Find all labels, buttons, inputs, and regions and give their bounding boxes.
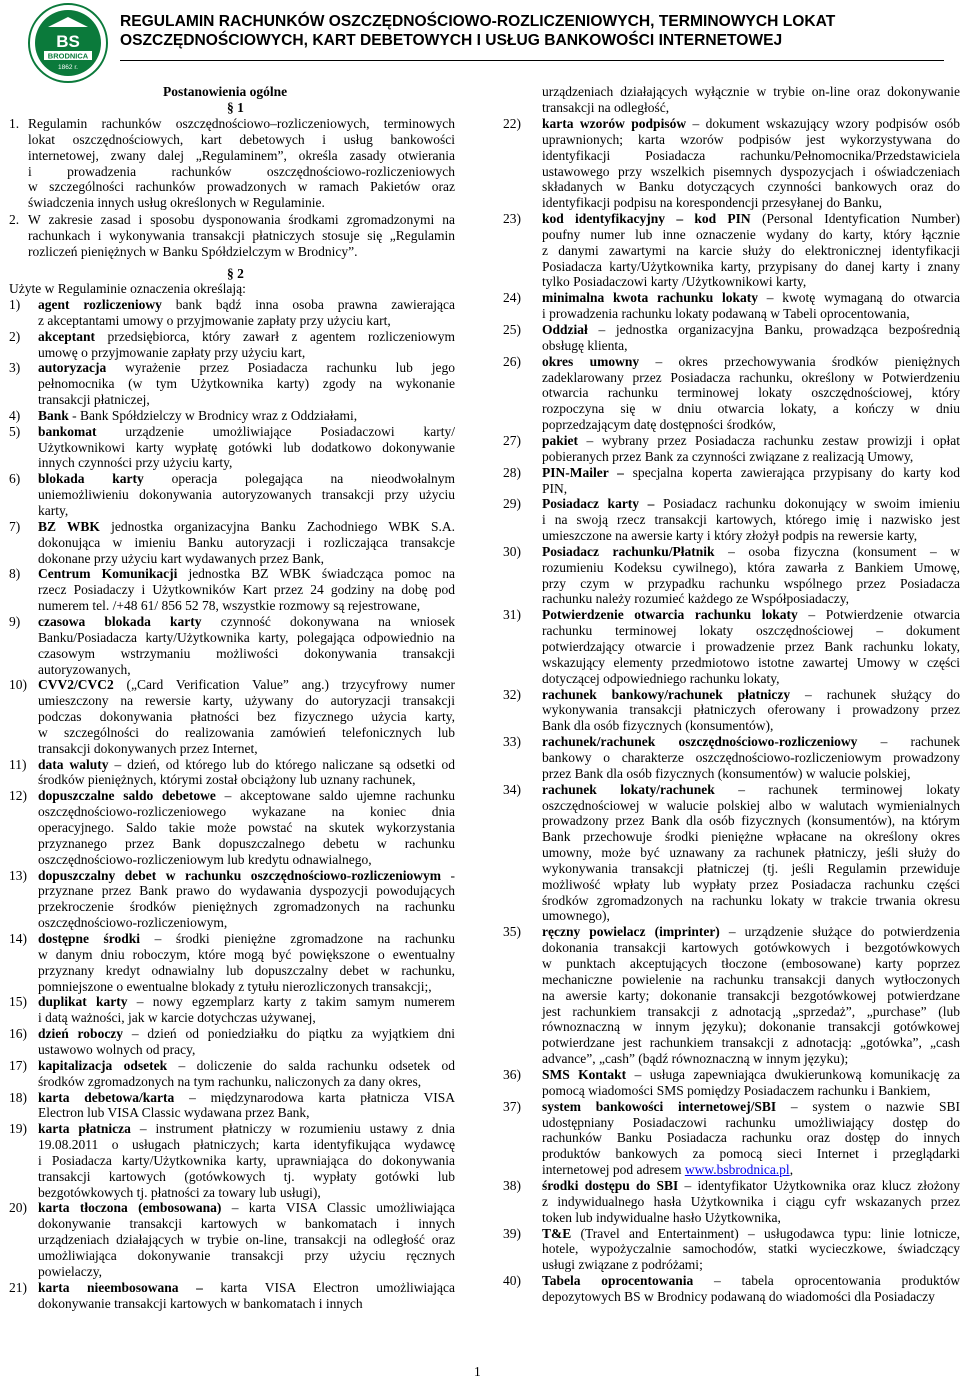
text-line: składanych w Banku dotyczących czynności bankowych oraz do (542, 179, 960, 195)
definition-text: (Personal Identyfication Number) (762, 211, 960, 226)
definition-number: 8) (9, 566, 20, 582)
svg-text:BS: BS (56, 32, 80, 51)
text-line: depozytowych BS w Brodnicy podawaną do wiadomości dla Posiadaczy (542, 1289, 960, 1305)
text-line: otwarcia rachunku terminowej lokaty oszczędnościowej, który (542, 385, 960, 401)
text-line: umieszczony na rewersie karty, używany do autoryzacji transakcji (38, 693, 455, 709)
text-line: i na swoją rzecz transakcji kartowych, którego imię i nazwisko jest (542, 512, 960, 528)
text-line: autoryzowanych, (38, 662, 455, 678)
definition-first-line (542, 782, 960, 798)
definition-term: kapitalizacja odsetek (38, 1058, 167, 1073)
text-line: umownego), (542, 908, 960, 924)
text-line: uniemożliwieniu dokonywania autoryzowanych transakcji przy użyciu (38, 487, 455, 503)
text-line: tylko Posiadaczowi karty /Użytkownikowi karty, (542, 274, 960, 290)
text-line: oszczędnościowej w walucie polskiej albo w walutach wymienialnych (542, 798, 960, 814)
text-line: ustawowo wolnych od pracy, (38, 1042, 455, 1058)
definition-term: SMS Kontakt (542, 1067, 626, 1082)
bank-logo (28, 3, 108, 83)
text-line: z danymi zawartymi na karcie służy do elektronicznej identyfikacji (542, 243, 960, 259)
text-line: oszczędnościowo-rozliczeniowym lub kredytu odnawialnego, (38, 852, 455, 868)
definition-term: PIN-Mailer – (542, 465, 624, 480)
section-title: Postanowienia ogólne (163, 84, 287, 100)
text-line: umieszczone na awersie karty i który złożył podpis na rewersie karty, (542, 528, 960, 544)
text-line: jest rachunkiem transakcji z adnotacją „sprzedaż”, „purchase” (lub (542, 1004, 960, 1020)
text-line: rachunku terminowej lokaty oszczędnościowej – dokument (542, 623, 960, 639)
paragraph-1-symbol: § 1 (227, 100, 244, 116)
definition-text: – instrument płatniczy w rozumieniu ustawy z dnia (140, 1121, 455, 1136)
definition-term: środki dostępu do SBI (542, 1178, 678, 1193)
text-line: bankowy o charakterze oszczędnościowo-rozliczeniowym prowadzony (542, 750, 960, 766)
definition-first-line (38, 931, 455, 947)
definition-first-line (38, 424, 455, 440)
definition-first-line (542, 211, 960, 227)
definition-number: 17) (9, 1058, 27, 1074)
definition-term: karta debetowa/karta (38, 1090, 174, 1105)
definition-first-line (38, 566, 455, 582)
text-line: rzecz Posiadaczy i Użytkowników Kart przez 24 godziny na dobę pod (38, 582, 455, 598)
text-line: i datą ważności, jak w karcie dotychczas używanej, (38, 1010, 455, 1026)
definition-first-line (542, 465, 960, 481)
definition-text: – doliczenie do salda rachunku odsetek od (178, 1058, 455, 1073)
definition-first-line (542, 734, 960, 750)
text-line: potwierdzający otwarcie i prowadzenie przez Bank rachunku lokaty, (542, 639, 960, 655)
text-line: urządzeniach działających wyłącznie w trybie on-line oraz dokonywanie (542, 84, 960, 100)
definition-text: – jednostka organizacyjna Banku, prowadząca bezpośrednią (598, 322, 960, 337)
document-title (120, 12, 950, 50)
text-line: przyznany kredyt odnawialny lub dopuszczalny debet w rachunku, (38, 963, 455, 979)
definition-term: pakiet (542, 433, 578, 448)
text-line: przyznanego przez Bank dopuszczalnego debetu w rachunku (38, 836, 455, 852)
definition-term: data waluty (38, 757, 108, 772)
text-line: rachunkach i wykonywania transakcji płatniczych stosuje się „Regulamin (28, 228, 455, 244)
definition-number: 9) (9, 614, 20, 630)
definition-first-line (542, 1226, 960, 1242)
definition-term: kod identyfikacyjny – kod PIN (542, 211, 751, 226)
text-line: rozumieniu Kodeksu cywilnego), która zawarła z Bankiem Umowę, (542, 560, 960, 576)
definition-text: - Bank Spółdzielczy w Brodnicy wraz z Oddziałami, (72, 408, 357, 423)
definition-first-line (38, 1058, 455, 1074)
text-line: udostępniany Posiadaczowi rachunku umożliwiający dostęp do (542, 1115, 960, 1131)
definition-text: specjalna koperta zawierająca przypisany do karty kod (633, 465, 960, 480)
text-line: świadczenia innych usług określonych w Regulaminie. (28, 195, 455, 211)
definition-first-line (38, 360, 455, 376)
definition-term: Potwierdzenie otwarcia rachunku lokaty (542, 607, 798, 622)
text-line: w szczególności do realizowania zamówień telefonicznych lub (38, 725, 455, 741)
definition-first-line (542, 687, 960, 703)
definition-first-line (38, 868, 455, 884)
definition-first-line (542, 322, 960, 338)
text-line: dokonywanie transakcji kartowych w bankomatach i innych (38, 1296, 455, 1312)
definition-first-line (542, 924, 960, 940)
definition-first-line (542, 544, 960, 560)
text-line: dokonywanie transakcji kartowych w bankomatach i innych (38, 1216, 455, 1232)
definition-text: – środki pieniężne zgromadzone na rachunku (155, 931, 455, 946)
text-line: pełnomocnika (w tym Użytkownika karty) zgody na wykonanie (38, 376, 455, 392)
definition-number: 6) (9, 471, 20, 487)
text-line: produktów bankowych za pomocą sieci Internet i przeglądarki (542, 1146, 960, 1162)
definition-text: – rachunek terminowej lokaty (738, 782, 960, 797)
definition-number: 32) (503, 687, 521, 703)
definition-term: autoryzacja (38, 360, 106, 375)
definition-number: 13) (9, 868, 27, 884)
text-line: środków zgromadzonych na rachunku lokaty w trakcie trwania okresu (542, 893, 960, 909)
definition-term: akceptant (38, 329, 95, 344)
definition-term: BZ WBK (38, 519, 100, 534)
text-line: bezgotówkowych tj. płatności za towary lub usługi), (38, 1185, 455, 1201)
text-line: powielaczy, (38, 1264, 455, 1280)
definition-term: dopuszczalne saldo debetowe (38, 788, 216, 803)
definition-term: Posiadacz rachunku/Płatnik (542, 544, 715, 559)
definition-number: 1) (9, 297, 20, 313)
text-line: operacyjnego. Saldo takie może powstać na skutek wykorzystania (38, 820, 455, 836)
definition-term: Oddział (542, 322, 588, 337)
definition-term: Posiadacz karty – (542, 496, 654, 511)
definition-number: 16) (9, 1026, 27, 1042)
definition-term: Bank (38, 408, 69, 423)
definition-term: dostępne środki (38, 931, 140, 946)
document-title-line-2: OSZCZĘDNOŚCIOWYCH, KART DEBETOWYCH I USŁUG BANKOWOŚCI INTERNETOWEJ (120, 31, 950, 50)
text-line: karty, (38, 503, 455, 519)
definition-text: (Travel and Entertainment) – usługodawca typu: linie lotnicze, (581, 1226, 960, 1241)
definition-number: 15) (9, 994, 27, 1010)
text-line: Electron lub VISA Classic wydawana przez Bank, (38, 1105, 455, 1121)
definition-text: – rachunek służący do (805, 687, 960, 702)
text-line: ustawowego przy wszelkich pisemnych dyspozycjach i oświadczeniach (542, 164, 960, 180)
definition-first-line (38, 297, 455, 313)
definition-term: karta tłoczona (embosowana) (38, 1200, 221, 1215)
text-line: dokonująca w imieniu Banku autoryzacji i rozliczająca transakcje (38, 535, 455, 551)
definition-number: 21) (9, 1280, 27, 1296)
text-line: przez Bank dla osób fizycznych (konsumentów) w walucie polskiej, (542, 766, 960, 782)
text-line: Posiadacza karty/Użytkownika karty, przypisany do danej karty i znany (542, 259, 960, 275)
definition-first-line (542, 1273, 960, 1289)
definition-term: karta płatnicza (38, 1121, 131, 1136)
text-line: hotele, wypożyczalnie samochodów, statki wycieczkowe, świadczący (542, 1241, 960, 1257)
definition-term: bankomat (38, 424, 97, 439)
text-line: czasowym wstrzymaniu możliwości dokonywania transakcji (38, 646, 455, 662)
definition-text: operacja polegająca na nieodwołalnym (172, 471, 455, 486)
definition-number: 38) (503, 1178, 521, 1194)
definition-text: wyrażenie przez Posiadacza rachunku lub jego (125, 360, 455, 375)
text-line: umowę o przyjmowanie zapłaty przy użyciu kart, (38, 345, 455, 361)
text-line: rachunków Banku Posiadacza rachunku oraz dostęp do innych (542, 1130, 960, 1146)
text-line: przekroczenie środków pieniężnych zgromadzonych na rachunku (38, 899, 455, 915)
definition-first-line (38, 519, 455, 535)
definition-number: 24) (503, 290, 521, 306)
definition-text: – rachunek (881, 734, 960, 749)
text-line: i Posiadacza karty/Użytkownika karty, uprawniająca do dokonywania (38, 1153, 455, 1169)
definition-text: Posiadacz rachunku dokonujący w swoim imieniu (663, 496, 960, 511)
text-line: W zakresie zasad i sposobu dysponowania środkami zgromadzonymi na (28, 212, 455, 228)
text-line: umowny, może być uznawany za rachunek płatniczy, jeśli służy do (542, 845, 960, 861)
text-line: identyfikacji Posiadacza rachunku/Pełnomocnika/Przedstawiciela (542, 148, 960, 164)
definition-term: CVV2/CVC2 (38, 677, 114, 692)
definition-first-line (38, 788, 455, 804)
definition-text: – wybrany przez Posiadacza rachunku zestaw prowizji i opłat (586, 433, 960, 448)
definition-text: – dzień, od którego lub do którego naliczane są odsetki od (114, 757, 455, 772)
text-line: zadeklarowany przez Posiadacza rachunku, określony w Potwierdzeniu (542, 370, 960, 386)
text-line: poufny numer lub inne oznaczenie wydany do karty, który łącznie (542, 227, 960, 243)
text-line: i prowadzenia rachunków oszczędnościowo-rozliczeniowych (28, 164, 455, 180)
definition-text: – usługa zapewniająca dwukierunkową komunikację za (635, 1067, 960, 1082)
website-link[interactable]: www.bsbrodnica.pl (685, 1162, 790, 1177)
definition-text: – okres przechowywania środków pieniężnych (655, 354, 960, 369)
definition-term: minimalna kwota rachunku lokaty (542, 290, 758, 305)
definition-number: 30) (503, 544, 521, 560)
definition-number: 39) (503, 1226, 521, 1242)
definition-text: internetowej pod adresem (542, 1162, 685, 1177)
paragraph-1-2 (28, 212, 455, 260)
text-line: mechaniczne powielenie na rachunku transakcji danych wytłoczonych (542, 972, 960, 988)
definition-first-line (542, 433, 960, 449)
text-line: transakcji na odległość, (542, 100, 960, 116)
text-line: dokonania transakcji kartowych gotówkowych i bezgotówkowych (542, 940, 960, 956)
definition-term: okres umowny (542, 354, 639, 369)
definition-number: 11) (9, 757, 27, 773)
text-line: i prowadzenia rachunku lokaty podawaną w Tabeli oprocentowania, (542, 306, 960, 322)
text-line: obsługę klienta, (542, 338, 960, 354)
text-line: z indywidualnego hasła Użytkownika i ciągu cyfr wskazanych przez (542, 1194, 960, 1210)
definition-number: 35) (503, 924, 521, 940)
definition-number: 25) (503, 322, 521, 338)
definitions-intro: Użyte w Regulaminie oznaczenia określają: (9, 281, 246, 297)
definition-number: 2) (9, 329, 20, 345)
definition-number: 22) (503, 116, 521, 132)
p2-number: 2. (9, 212, 19, 228)
text-line: Bank dla osób fizycznych (konsumentów), (542, 718, 960, 734)
definition-first-line (542, 496, 960, 512)
definition-first-line (542, 607, 960, 623)
definition-term: rachunek bankowy/rachunek płatniczy (542, 687, 790, 702)
definition-text: – osoba fizyczna (konsument – w (728, 544, 960, 559)
text-line: umożliwiająca dokonywanie transakcji przy użyciu ręcznych (38, 1248, 455, 1264)
definition-text: jednostka BZ WBK świadcząca pomoc na (188, 566, 455, 581)
definition-first-line (542, 116, 960, 132)
definition-text: – akceptowane saldo ujemne rachunku (225, 788, 455, 803)
text-line: uprawnionych; karta wzorów podpisów jest wykorzystywana do (542, 132, 960, 148)
definition-text: – międzynarodowa karta płatnicza VISA (189, 1090, 455, 1105)
definition-number: 31) (503, 607, 521, 623)
definition-number: 5) (9, 424, 20, 440)
text-line: pomocą wiadomości SMS pomiędzy Posiadaczem rachunku i Bankiem, (542, 1083, 960, 1099)
link-suffix: , (790, 1162, 793, 1177)
text-line: identyfikacji podpisu na korespondencji przesyłanej do Banku, (542, 195, 960, 211)
definition-first-line (38, 1090, 455, 1106)
text-line: pobieranych przez Bank za czynności związane z realizacją Umowy, (542, 449, 960, 465)
definition-text: – tabela oprocentowania produktów (714, 1273, 960, 1288)
text-line: rozpoczyna się w dniu otwarcia lokaty, a kończy w dniu (542, 401, 960, 417)
document-title-line-1: REGULAMIN RACHUNKÓW OSZCZĘDNOŚCIOWO-ROZLICZENIOWYCH, TERMINOWYCH LOKAT (120, 12, 950, 31)
definition-term: agent rozliczeniowy (38, 297, 162, 312)
definition-term: ręczny powielacz (imprinter) (542, 924, 720, 939)
definition-text: bank bądź inna osoba prawna zawierająca (176, 297, 455, 312)
text-line: rozliczeń pieniężnych w Banku Spółdzielczym w Brodnicy”. (28, 244, 455, 260)
text-line: w szczególności rachunków prowadzonych w ramach Pakietów oraz (28, 179, 455, 195)
text-line: poprzedzającym datę dostępności środków, (542, 417, 960, 433)
text-line: prowadzony przez Bank dla osób fizycznych (konsumentów), na którym (542, 813, 960, 829)
definition-term: czasowa blokada karty (38, 614, 202, 629)
definition-term: Tabela oprocentowania (542, 1273, 693, 1288)
definition-text: – urządzenie służące do potwierdzenia (729, 924, 960, 939)
definition-text: – dokument wskazujący wzory podpisów osób (693, 116, 960, 131)
p1-number: 1. (9, 116, 19, 132)
text-line: środków zgromadzonych na tym rachunku, naliczonych za dany okres, (38, 1074, 455, 1090)
text-line: dotyczącej odpowiedniego rachunku lokaty, (542, 671, 960, 687)
definition-first-line (542, 1178, 960, 1194)
definition-text: – kwotę wymaganą do otwarcia (767, 290, 960, 305)
definition-term: duplikat karty (38, 994, 128, 1009)
definition-text: czynność dokonywana na wniosek (221, 614, 455, 629)
definition-first-line (38, 408, 455, 424)
definition-number: 20) (9, 1200, 27, 1216)
definition-first-line (38, 1280, 455, 1296)
text-line: przy czym w przypadku rachunku wspólnego przez Posiadacza (542, 576, 960, 592)
text-line: środków pieniężnych, którymi został obciążony lub uznany rachunek, (38, 772, 455, 788)
definition-term: blokada karty (38, 471, 144, 486)
definition-text: - (451, 868, 456, 883)
definition-text: – Potwierdzenie otwarcia (808, 607, 960, 622)
definition-first-line (38, 994, 455, 1010)
text-line: wykonywania transakcji płatniczych oferowany i prowadzony przez (542, 702, 960, 718)
svg-text:1862 r.: 1862 r. (58, 64, 78, 71)
definition-number: 12) (9, 788, 27, 804)
definition-first-line (38, 757, 455, 773)
definition-number: 23) (503, 211, 521, 227)
definition-number: 27) (503, 433, 521, 449)
definition-number: 19) (9, 1121, 27, 1137)
definition-term: dzień roboczy (38, 1026, 123, 1041)
definition-term: karta nieembosowana – (38, 1280, 203, 1295)
definition-number: 28) (503, 465, 521, 481)
text-line: lokat oszczędnościowych, kart debetowych i usług bankowości (28, 132, 455, 148)
definition-term: T&E (542, 1226, 571, 1241)
definition-first-line (542, 354, 960, 370)
text-line: na awersie karty; dokonanie transakcji bezgotówkowej potwierdzane (542, 988, 960, 1004)
definition-term: system bankowości internetowej/SBI (542, 1099, 776, 1114)
text-line: oszczędnościowo-rozliczeniowego wykazane na koniec dnia (38, 804, 455, 820)
definition-first-line (38, 614, 455, 630)
page-number: 1 (474, 1364, 481, 1380)
text-line: transakcji płatniczej, (38, 392, 455, 408)
text-line: pomniejszone o ewentualne blokady z tytułu nierozliczonych transakcji;, (38, 979, 455, 995)
definition-number: 37) (503, 1099, 521, 1115)
text-line: 19.08.2011 o usługach płatniczych; karta identyfikująca wydawcę (38, 1137, 455, 1153)
definition-number: 33) (503, 734, 521, 750)
definition-text: – system o nazwie SBI (791, 1099, 960, 1114)
definition-number: 40) (503, 1273, 521, 1289)
definition-first-line (38, 471, 455, 487)
text-line: wykonywania transakcji płatniczej (tj. jeśli Regulamin przewiduje (542, 861, 960, 877)
text-line: transakcji dokonywanych przez Internet, (38, 741, 455, 757)
text-line: urządzeniach działających w trybie on-line, transakcji na odległość oraz (38, 1232, 455, 1248)
definition-text: urządzenie umożliwiające Posiadaczowi karty/ (125, 424, 455, 439)
text-line: dokonane przy użyciu kart wydawanych przez Bank, (38, 551, 455, 567)
definition-text: („Card Verification Value” ang.) trzycyfrowy numer (127, 677, 455, 692)
header-divider (120, 60, 944, 61)
definition-number: 7) (9, 519, 20, 535)
text-line: Banku/Posiadacza karty/Użytkownika karty, polegająca odpowiednio na (38, 630, 455, 646)
text-line: PIN, (542, 481, 960, 497)
definition-text: – karta VISA Classic umożliwiająca (232, 1200, 455, 1215)
definition-text: przedsiębiorca, który zawarł z agentem rozliczeniowym (107, 329, 455, 344)
definition-number: 18) (9, 1090, 27, 1106)
text-line: numerem tel. /+48 61/ 856 52 78, wszystkie rozmowy są rejestrowane, (38, 598, 455, 614)
text-line: w danym dniu roboczym, które mogą być powiększone o ewentualny (38, 947, 455, 963)
definition-first-line (38, 677, 455, 693)
svg-text:BRODNICA: BRODNICA (48, 52, 89, 61)
text-line: Regulamin rachunków oszczędnościowo–rozliczeniowych, terminowych (28, 116, 455, 132)
definition-term: Centrum Komunikacji (38, 566, 177, 581)
definition-number: 26) (503, 354, 521, 370)
text-line: oszczędnościowo-rozliczeniowym, (38, 915, 455, 931)
text-line (542, 1162, 960, 1178)
text-line: Bank przechowuje środki pieniężne wpłacane na określony okres (542, 829, 960, 845)
text-line: internetowej, zwany dalej „Regulaminem”, określa zasady otwierania (28, 148, 455, 164)
definition-first-line (542, 290, 960, 306)
paragraph-1-1 (28, 116, 455, 211)
definition-text: – nowy egzemplarz karty z takim samym numerem (137, 994, 455, 1009)
text-line: przyznane przez Bank prawo do wydawania dyspozycji powodujących (38, 883, 455, 899)
definition-number: 36) (503, 1067, 521, 1083)
text-line: możliwość wpłaty lub wypłaty przez Posiadacza rachunku części (542, 877, 960, 893)
text-line: token lub indywidualne hasło Użytkownika, (542, 1210, 960, 1226)
definition-term: rachunek/rachunek oszczędnościowo-rozliczeniowy (542, 734, 857, 749)
definition-first-line (38, 1121, 455, 1137)
definition-text: karta VISA Electron umożliwiająca (220, 1280, 455, 1295)
definition-first-line (38, 329, 455, 345)
text-line: innych czynności przy użyciu karty, (38, 455, 455, 471)
text-line: potwierdzane jest rachunkiem transakcji z adnotacją: „gotówka”, „cash (542, 1035, 960, 1051)
definition-first-line (38, 1200, 455, 1216)
text-line: rachunku należy rozumieć każdego ze Współposiadaczy, (542, 591, 960, 607)
definition-number: 3) (9, 360, 20, 376)
definition-first-line (542, 1099, 960, 1115)
definition-number: 34) (503, 782, 521, 798)
definition-term: dopuszczalny debet w rachunku oszczędnościowo-rozliczeniowym (38, 868, 441, 883)
text-line: transakcji kartowych (gotówkowych tj. wypłaty gotówki lub (38, 1169, 455, 1185)
text-line: advance”, „cash” (bądź równoznaczną w innym języku); (542, 1051, 960, 1067)
definition-text: – identyfikator Użytkownika oraz klucz złożony (684, 1178, 960, 1193)
text-line: z akceptantami umowy o przyjmowanie zapłaty przy użyciu kart, (38, 313, 455, 329)
text-line: równoznaczną w innym języku); dokonanie transakcji gotówkowej (542, 1019, 960, 1035)
text-line: w punktach akceptujących tłoczone (embosowane) karty poprzez (542, 956, 960, 972)
definition-term: rachunek lokaty/rachunek (542, 782, 715, 797)
definition-number: 10) (9, 677, 27, 693)
text-line: wskazujący elementy przedmiotowo istotne zawartej Umowy w części (542, 655, 960, 671)
text-line: Użytkownikowi karty wypłatę gotówki lub dodatkowo dokonywanie (38, 440, 455, 456)
text-line: podczas dokonywania płatności bez fizycznego użycia karty, (38, 709, 455, 725)
text-line: usługi związane z podróżami; (542, 1257, 960, 1273)
definition-text: – dzień od poniedziałku do piątku za wyjątkiem dni (132, 1026, 455, 1041)
definition-number: 14) (9, 931, 27, 947)
paragraph-2-symbol: § 2 (227, 266, 244, 282)
definition-first-line (38, 1026, 455, 1042)
definition-term: karta wzorów podpisów (542, 116, 686, 131)
definition-number: 29) (503, 496, 521, 512)
definition-number: 4) (9, 408, 20, 424)
definition-first-line (542, 1067, 960, 1083)
continued-item-21 (542, 84, 960, 116)
definition-text: jednostka organizacyjna Banku Zachodniego WBK S.A. (111, 519, 455, 534)
